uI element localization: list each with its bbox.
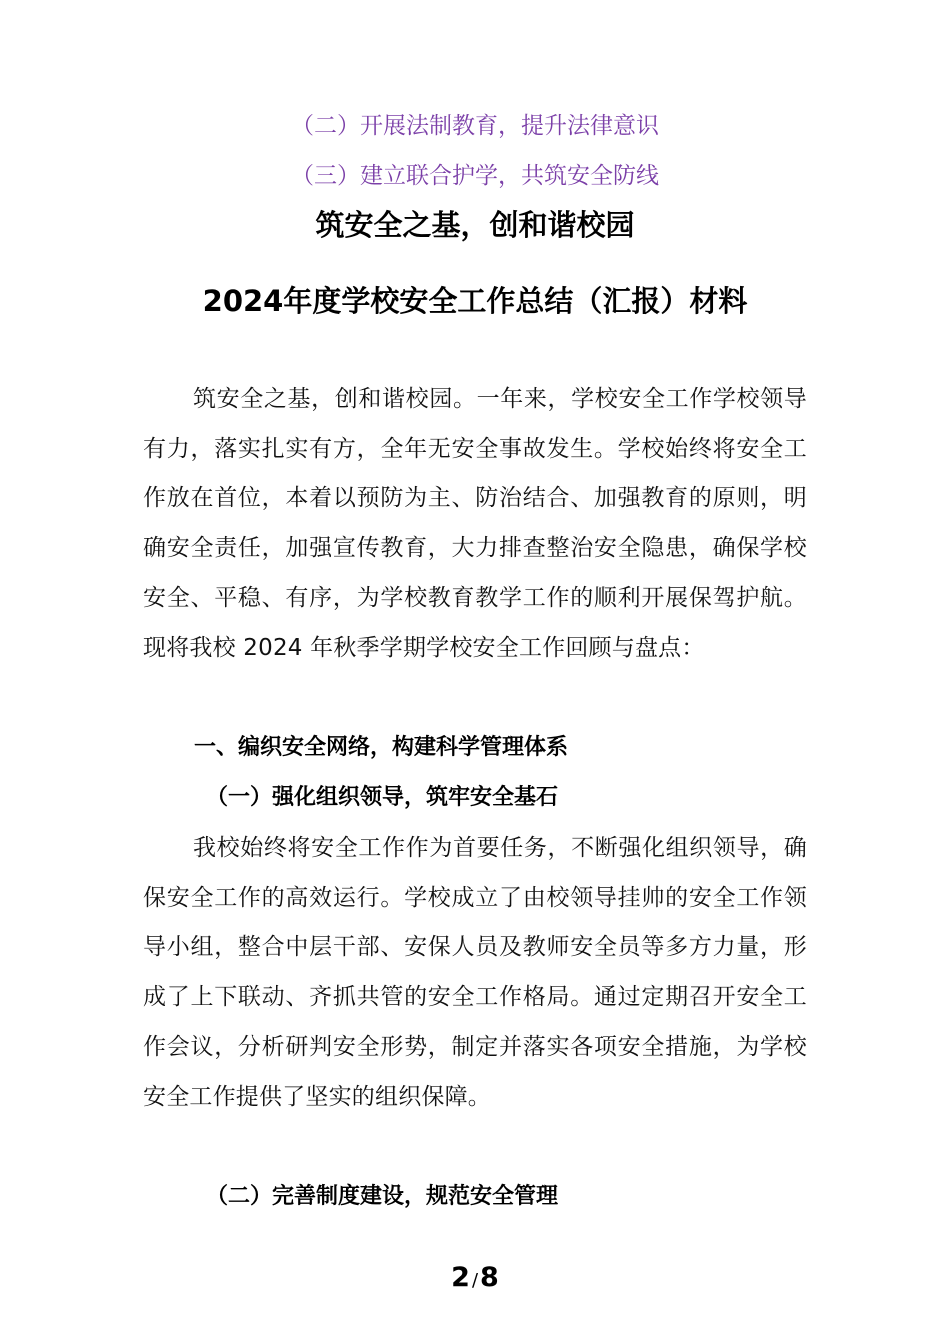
body-paragraph: 我校始终将安全工作作为首要任务，不断强化组织领导，确保安全工作的高效运行。学校成立了由校领导挂帅的安全工作领导小组，整合中层干部、安保人员及教师安全员等多方力量，形成了上下联动、齐抓共管的安全工作格局。通过定期召开安全工作会议，分析研判安全形势，制定并落实各项安全措施，为学校安全工作提供了坚实的组织保障。 [143, 835, 807, 1110]
page-current: 2 [451, 1262, 470, 1293]
document-subtitle: 2024年度学校安全工作总结（汇报）材料 [202, 284, 748, 318]
page-total: 8 [480, 1262, 499, 1293]
toc-item: （三）建立联合护学，共筑安全防线 [291, 163, 659, 189]
toc-item: （二）开展法制教育，提升法律意识 [291, 113, 659, 139]
section-heading: 一、编织安全网络，构建科学管理体系 [194, 735, 569, 760]
body-paragraph: 筑安全之基，创和谐校园。一年来，学校安全工作学校领导有力，落实扎实有方，全年无安全事故发生。学校始终将安全工作放在首位，本着以预防为主、防治结合、加强教育的原则，明确安全责任，加强宣传教育，大力排查整治安全隐患，确保学校安全、平稳、有序，为学校教育教学工作的顺利开展保驾护航。现将我校 2024 年秋季学期学校安全工作回顾与盘点： [143, 386, 807, 661]
subsection-heading: （一）强化组织领导，筑牢安全基石 [206, 785, 559, 810]
page-number [0, 1262, 950, 1297]
document-title: 筑安全之基，创和谐校园 [315, 208, 635, 242]
page-separator: / [471, 1270, 479, 1291]
subsection-heading: （二）完善制度建设，规范安全管理 [206, 1184, 559, 1209]
